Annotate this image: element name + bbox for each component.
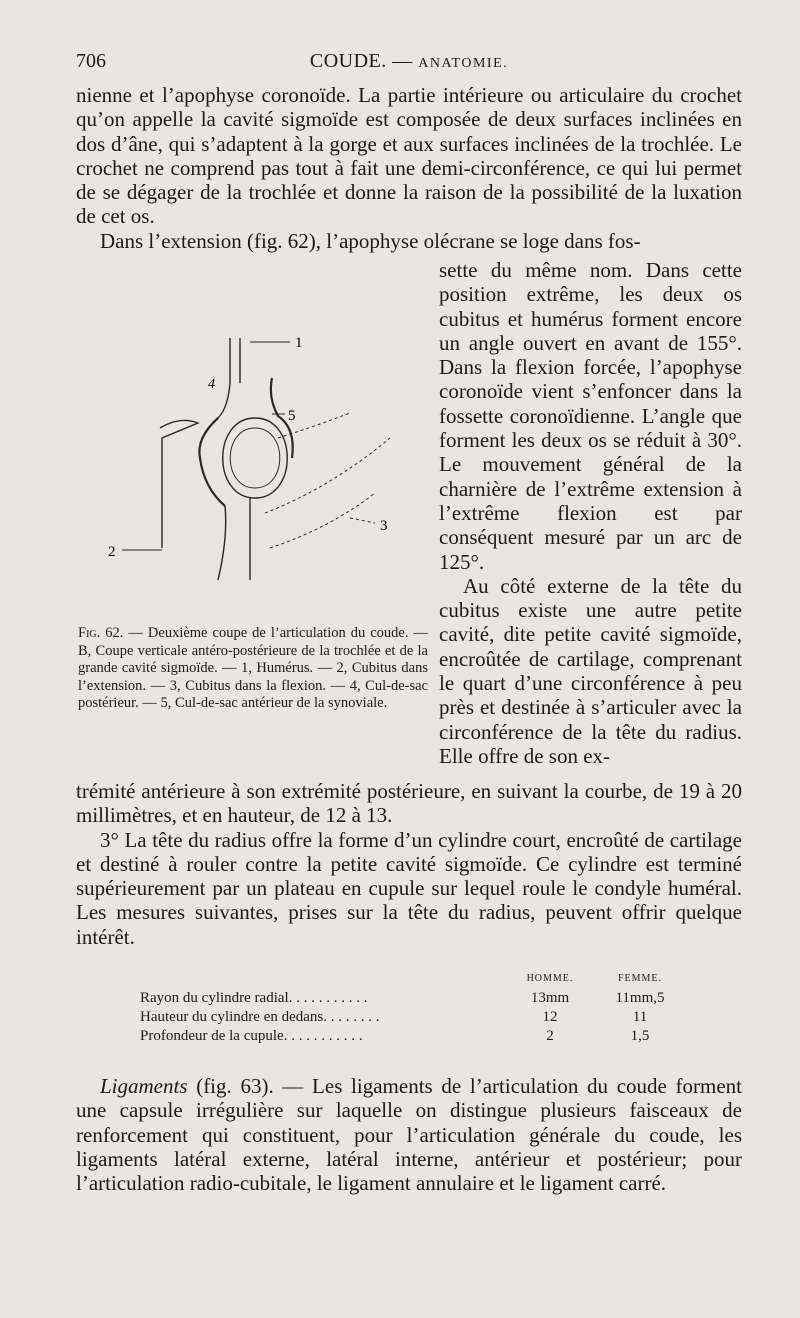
cubitus-flexion-dotted — [265, 413, 390, 548]
row-label: Hauteur du cylindre en dedans. . . . . . . . — [140, 1009, 380, 1025]
cell-femme: 11mm,5 — [615, 990, 665, 1006]
figure-label-1: 1 — [295, 335, 303, 351]
figure-caption-label: Fig. 62. — [78, 625, 124, 641]
running-header — [76, 50, 742, 78]
cubitus-extension-shaft — [160, 420, 198, 548]
paragraph-2-rest: sette du même nom. Dans cette position extrême, les deux os cubitus et humérus forment encore un angle ouvert en avant de 155°. Dans la flexion forcée, l’apophyse coronoïde vient s’enfoncer dans la fossette coronoïdienne. L’angle que forment les deux os se réduit à 30°. Le mouvement général de la charnière de l’extrême extension à l’extrême flexion est par conséquent mesuré par un arc de 125°. — [439, 258, 742, 574]
row-label: Profondeur de la cupule. . . . . . . . . . . — [140, 1028, 363, 1044]
figure-label-2: 2 — [108, 544, 116, 560]
cell-femme: 11 — [632, 1009, 648, 1025]
humerus-left-edge — [218, 338, 230, 418]
paragraph-2-first-line: Dans l’extension (fig. 62), l’apophyse olécrane se loge dans fos- — [100, 228, 641, 253]
table-row — [140, 1027, 680, 1046]
cell-homme: 13mm — [530, 990, 570, 1006]
figure-caption-text: — Deuxième coupe de l’articulation du coude. — B, Coupe verticale antéro-postérieure de la trochlée et de la grande cavité sigmoïde. — 1, Humérus. — 2, Cubitus dans l’extension. — 3, Cubitus dans la flexion. — 4, Cul-de-sac postérieur. — 5, Cul-de-sac antérieur de la synoviale. — [78, 625, 428, 712]
figure-label-5: 5 — [288, 408, 296, 424]
trochlea-inner-circle — [230, 428, 280, 488]
text-bottom-block — [76, 779, 742, 949]
paragraph-4: 3° La tête du radius offre la forme d’un cylindre court, encroûté de cartilage et destiné à rouler contre la petite cavité sigmoïde. Ce cylindre est terminé supérieurement par un plateau en cupule sur lequel roule le condyle huméral. Les mesures suivantes, prises sur la tête du radius, peuvent offrir quelque intérêt. — [76, 827, 742, 949]
table-row — [140, 989, 680, 1008]
synovial-curve-left — [199, 418, 225, 506]
paragraph-2-start — [76, 229, 742, 253]
running-title-main: COUDE. — — [309, 50, 413, 72]
figure-label-4: 4 — [208, 377, 215, 392]
paragraph-1: nienne et l’apophyse coronoïde. La partie intérieure ou articulaire du crochet qu’on appelle la cavité sigmoïde est composée de deux surfaces inclinées en dos d’âne, qui s’adaptent à la gorge et aux surfaces inclinées de la trochlée. Le crochet ne comprend pas tout à fait une demi-circonférence, ce qui lui permet de se dégager de la trochlée et donne la raison de la possibilité de la luxation de cet os. — [76, 83, 742, 229]
cell-homme: 2 — [546, 1028, 554, 1044]
ligaments-heading: Ligaments — [100, 1074, 188, 1098]
figure-caption — [78, 625, 428, 713]
trochlea-outer-circle — [223, 418, 288, 498]
table-row — [140, 1008, 680, 1027]
row-label: Rayon du cylindre radial. . . . . . . . . . . — [140, 990, 368, 1006]
cell-homme: 12 — [542, 1009, 558, 1025]
figure-label-3: 3 — [380, 518, 388, 534]
paragraph-2-wrapped-column — [439, 258, 742, 768]
paragraph-continued — [76, 83, 742, 253]
cubitus-right-shaft — [218, 506, 226, 580]
figure-62-illustration — [100, 318, 430, 588]
column-header-femme: FEMME. — [617, 973, 663, 984]
column-header-homme: HOMME. — [526, 973, 574, 984]
running-title — [76, 50, 742, 73]
ligaments-paragraph — [76, 1074, 742, 1195]
table-header-row — [140, 970, 680, 989]
measurements-table — [140, 970, 680, 1046]
paragraph-3-end: trémité antérieure à son extrémité postérieure, en suivant la courbe, de 19 à 20 millimètres, et en hauteur, de 12 à 13. — [76, 779, 742, 828]
running-title-sub: ANATOMIE. — [418, 56, 509, 71]
ligaments-body: (fig. 63). — Les ligaments de l’articulation du coude forment une capsule irrégulière sur laquelle on distingue plusieurs faisceaux de renforcement qui constituent, pour l’articulation générale du coude, les ligaments latéral externe, latéral interne, antérieur et postérieur; pour l’articulation radio-cubitale, le ligament annulaire et le ligament carré. — [76, 1074, 742, 1196]
paragraph-3: Au côté externe de la tête du cubitus existe une autre petite cavité, dite petite cavité sigmoïde, encroûtée de cartilage, comprenant le quart d’une circonférence à peu près et destinée à s’articuler avec la circonférence de la tête du radius. Elle offre de son ex- — [439, 573, 742, 768]
cell-femme: 1,5 — [630, 1028, 650, 1044]
page-number: 706 — [76, 50, 106, 72]
leader-3 — [350, 518, 375, 523]
